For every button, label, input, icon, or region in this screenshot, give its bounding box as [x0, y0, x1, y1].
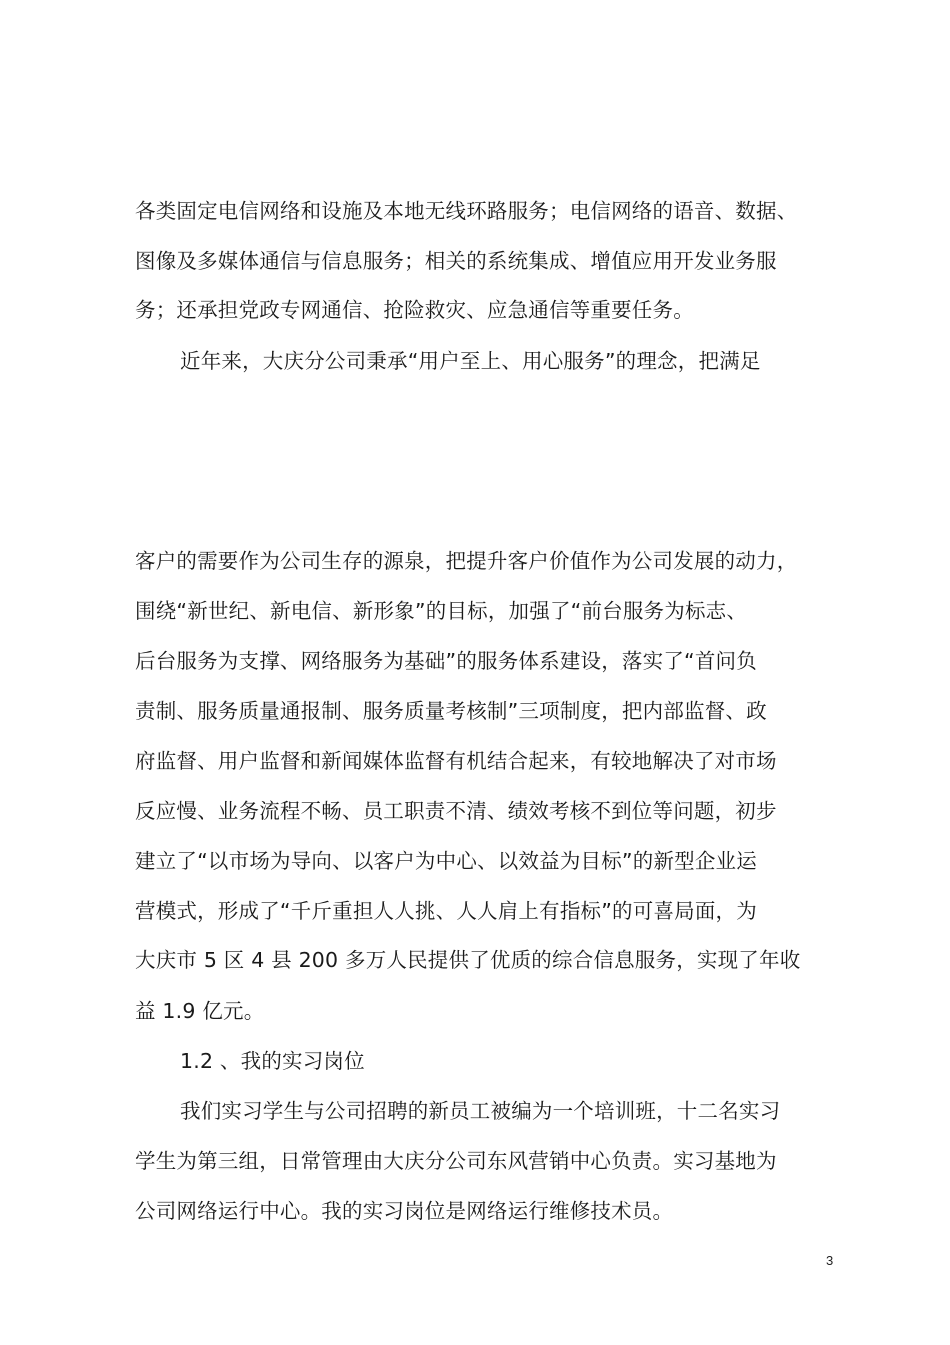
paragraph-line: 图像及多媒体通信与信息服务；相关的系统集成、增值应用开发业务服 — [135, 249, 777, 273]
paragraph-line: 益 1.9 亿元。 — [135, 999, 265, 1023]
paragraph-line: 我们实习学生与公司招聘的新员工被编为一个培训班，十二名实习 — [180, 1099, 781, 1123]
paragraph-line: 营模式，形成了“千斤重担人人挑、人人肩上有指标”的可喜局面，为 — [135, 899, 757, 923]
paragraph-line: 围绕“新世纪、新电信、新形象”的目标，加强了“前台服务为标志、 — [135, 599, 748, 623]
paragraph-line: 反应慢、业务流程不畅、员工职责不清、绩效考核不到位等问题，初步 — [135, 799, 777, 823]
paragraph-line: 学生为第三组，日常管理由大庆分公司东风营销中心负责。实习基地为 — [135, 1149, 777, 1173]
paragraph-line: 建立了“以市场为导向、以客户为中心、以效益为目标”的新型企业运 — [135, 849, 757, 873]
paragraph-line: 公司网络运行中心。我的实习岗位是网络运行维修技术员。 — [135, 1199, 674, 1223]
paragraph-line: 后台服务为支撑、网络服务为基础”的服务体系建设，落实了“首问负 — [135, 649, 757, 673]
paragraph-line: 近年来，大庆分公司秉承“用户至上、用心服务”的理念，把满足 — [180, 349, 761, 373]
paragraph-line: 务；还承担党政专网通信、抢险救灾、应急通信等重要任务。 — [135, 298, 694, 322]
page-number: 3 — [826, 1253, 834, 1268]
paragraph-line: 府监督、用户监督和新闻媒体监督有机结合起来，有较地解决了对市场 — [135, 749, 777, 773]
paragraph-line: 客户的需要作为公司生存的源泉，把提升客户价值作为公司发展的动力， — [135, 549, 798, 573]
paragraph-line: 各类固定电信网络和设施及本地无线环路服务；电信网络的语音、数据、 — [135, 199, 798, 223]
paragraph-line: 责制、服务质量通报制、服务质量考核制”三项制度，把内部监督、政 — [135, 699, 767, 723]
paragraph-line: 大庆市 5 区 4 县 200 多万人民提供了优质的综合信息服务，实现了年收 — [135, 948, 801, 972]
section-heading: 1.2 、我的实习岗位 — [180, 1049, 365, 1073]
